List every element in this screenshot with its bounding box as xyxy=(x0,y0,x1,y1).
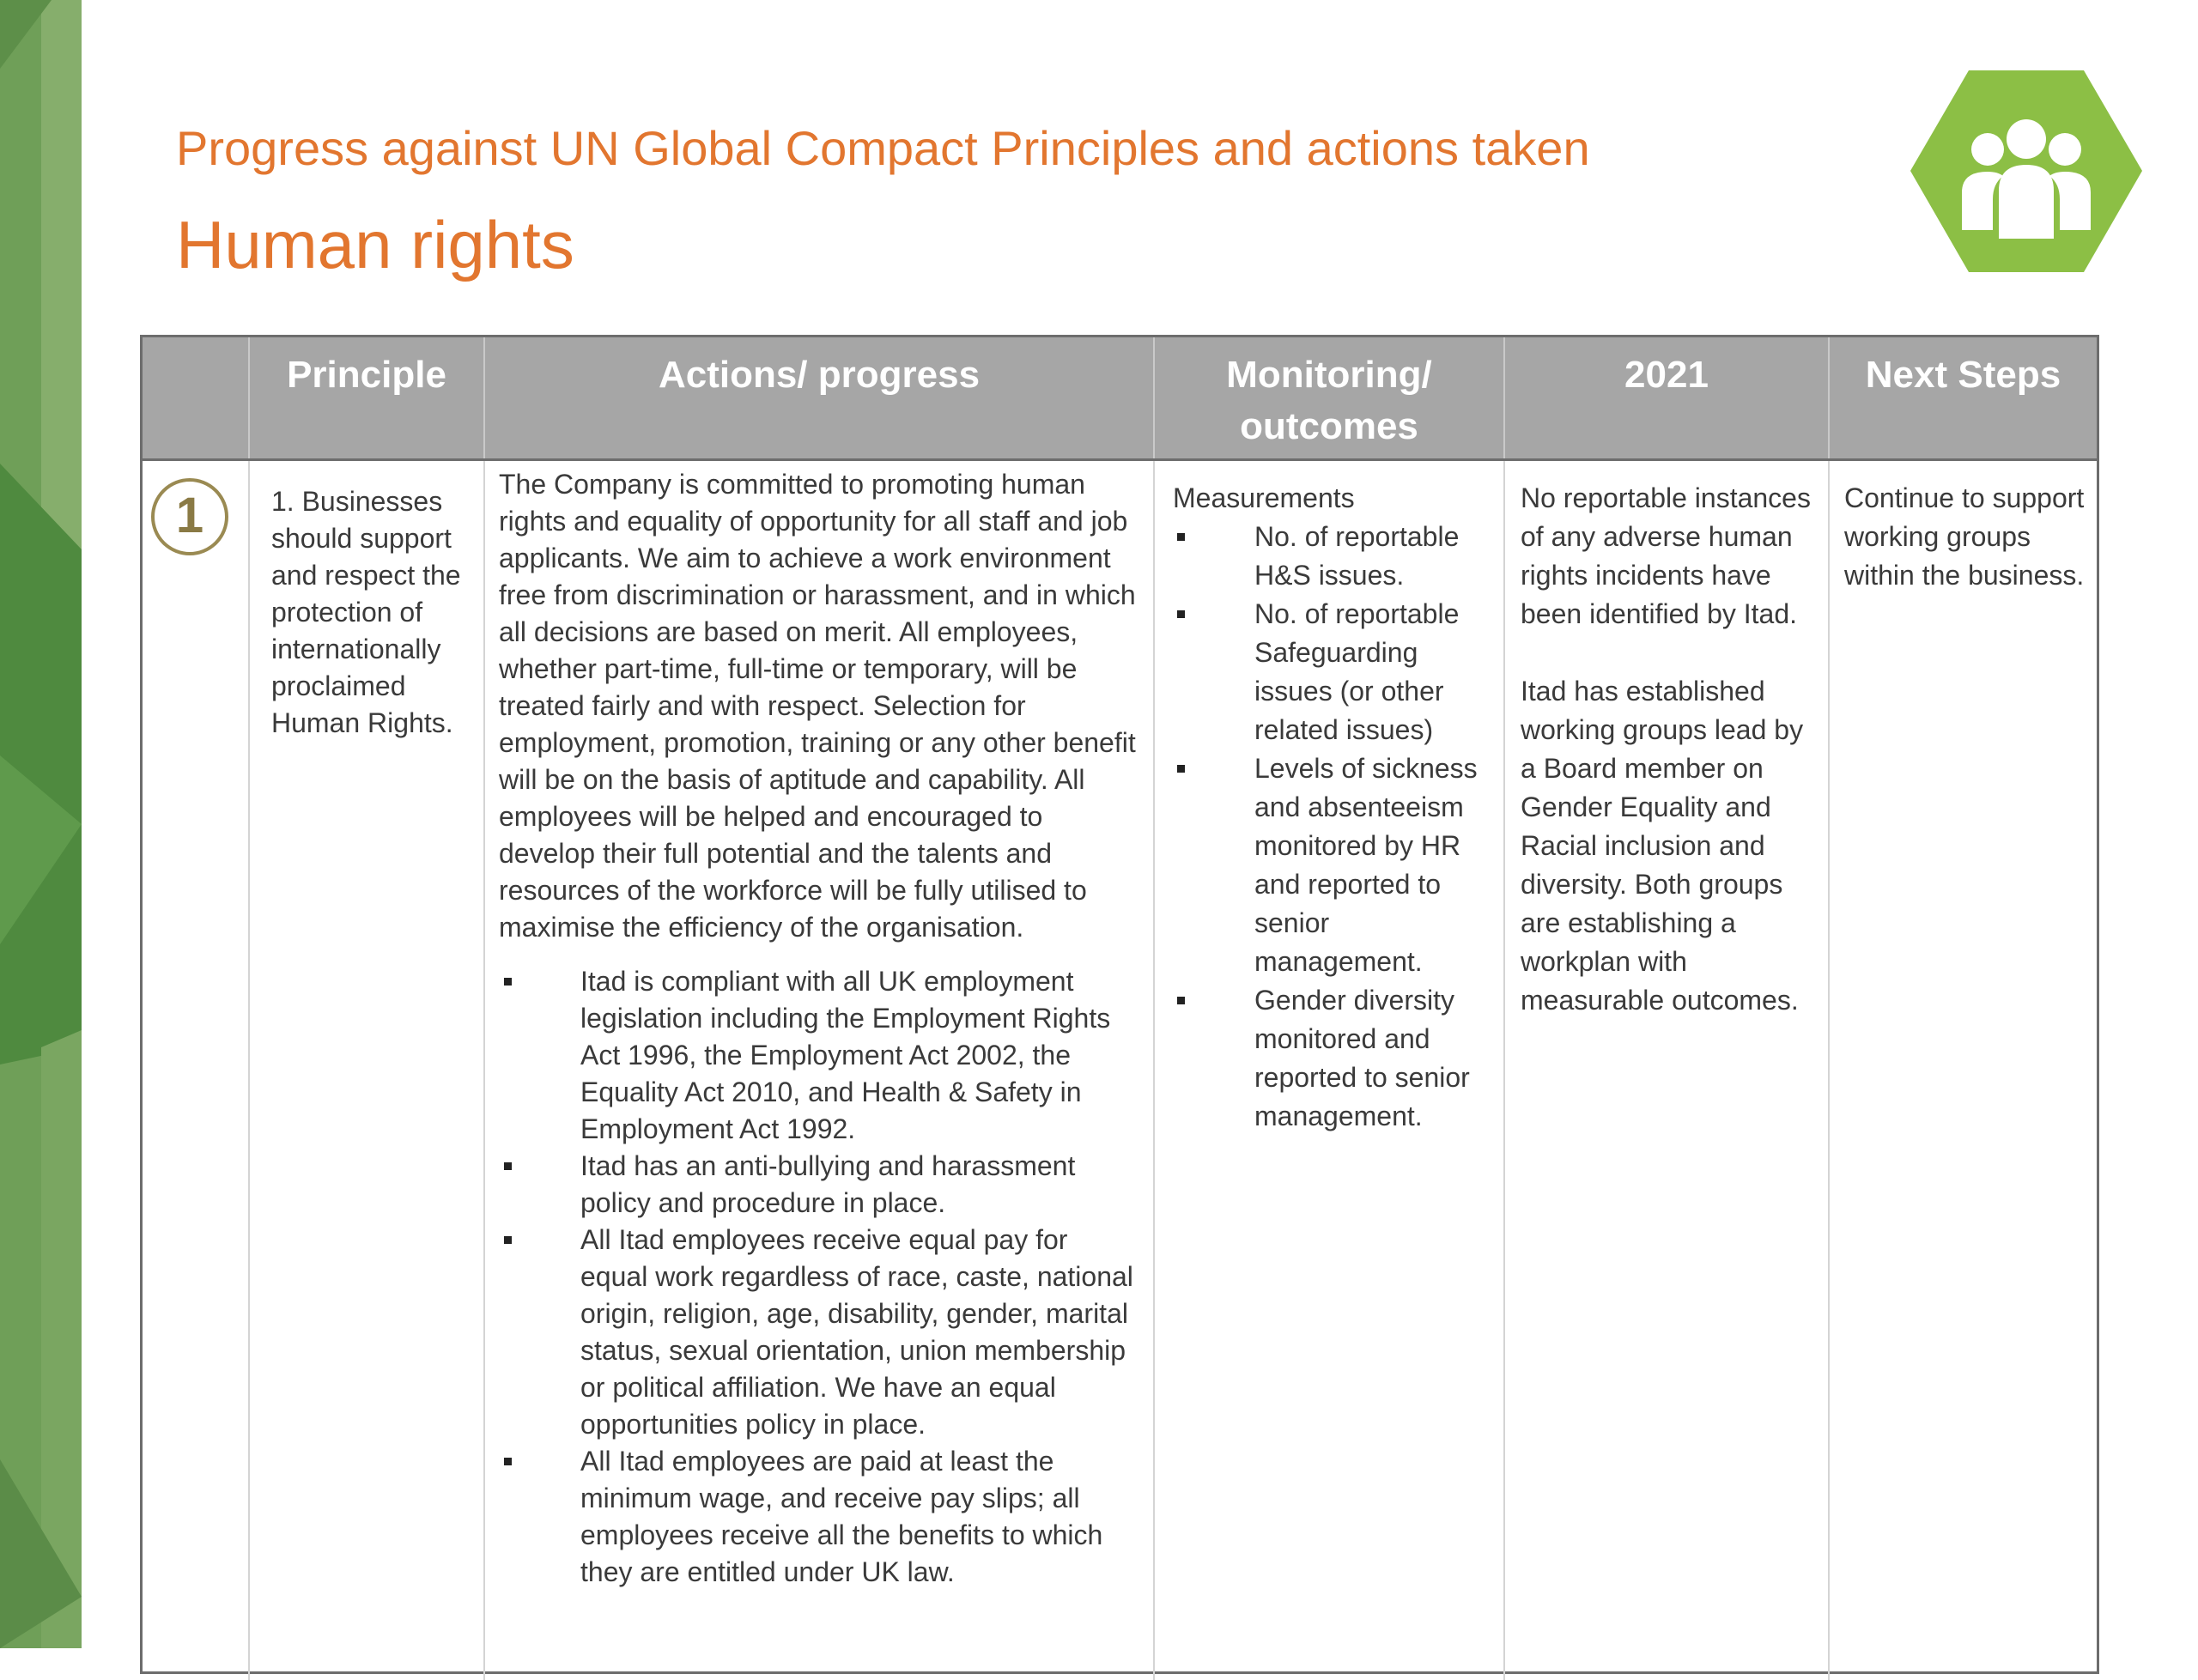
actions-bullet-list xyxy=(499,963,1138,1591)
decorative-side-band xyxy=(0,0,82,1648)
actions-intro-text: The Company is committed to promoting human rights and equality of opportunity for all staff and job applicants. We aim to achieve a work environment free from discrimination or harassment, and in which all decisions are based on merit. All employees, whether part-time, full-time or temporary, will be treated fairly and with respect. Selection for employment, promotion, training or any other benefit will be on the basis of aptitude and capability. All employees will be helped and encouraged to develop their full potential and the talents and resources of the workforce will be fully utilised to maximise the efficiency of the organisation. xyxy=(499,469,1136,943)
list-item: Itad is compliant with all UK employment legislation including the Employment Rights Act 1996, the Employment Act 2002, the Equality Act 2010, and Health & Safety in Employment Act 1992. xyxy=(499,963,1138,1148)
column-divider xyxy=(483,461,485,1680)
year-2021-cell xyxy=(1521,479,1812,1020)
page-subtitle: Progress against UN Global Compact Principles and actions taken xyxy=(176,121,1590,175)
header-actions: Actions/ progress xyxy=(483,337,1153,458)
list-item: No. of reportable Safeguarding issues (or other related issues) xyxy=(1173,595,1492,749)
list-item: All Itad employees are paid at least the minimum wage, and receive pay slips; all employees receive all the benefits to which they are entitled under UK law. xyxy=(499,1443,1138,1591)
list-item: Gender diversity monitored and reported to senior management. xyxy=(1173,981,1492,1136)
table-header-row xyxy=(143,337,2097,461)
column-divider xyxy=(1828,461,1830,1680)
people-group-icon xyxy=(1910,70,2142,272)
header-principle: Principle xyxy=(248,337,483,458)
list-item: Itad has an anti-bullying and harassment policy and procedure in place. xyxy=(499,1148,1138,1222)
monitoring-bullet-list xyxy=(1173,518,1492,1136)
page-title: Human rights xyxy=(176,207,574,282)
principle-number-badge: 1 xyxy=(151,478,228,555)
year-paragraph-2: Itad has established working groups lead by a Board member on Gender Equality and Racial inclusion and diversity. Both groups are establishing a workplan with measurable outcomes. xyxy=(1521,676,1804,1016)
year-paragraph-1: No reportable instances of any adverse human rights incidents have been identified by Itad. xyxy=(1521,482,1811,629)
list-item: All Itad employees receive equal pay for equal work regardless of race, caste, national origin, religion, age, disability, gender, marital status, sexual orientation, union membership or political affiliation. We have an equal opportunities policy in place. xyxy=(499,1222,1138,1443)
column-divider xyxy=(1153,461,1155,1680)
header-monitoring: Monitoring/ outcomes xyxy=(1153,337,1503,458)
header-next-steps: Next Steps xyxy=(1828,337,2097,458)
header-year: 2021 xyxy=(1503,337,1828,458)
monitoring-title: Measurements xyxy=(1173,482,1355,513)
column-divider xyxy=(248,461,250,1680)
header-number xyxy=(143,337,248,458)
human-rights-table xyxy=(140,335,2099,1674)
actions-progress-cell xyxy=(499,466,1138,1591)
monitoring-outcomes-cell xyxy=(1173,479,1492,1136)
list-item: Levels of sickness and absenteeism monitored by HR and reported to senior management. xyxy=(1173,749,1492,981)
principle-text: 1. Businesses should support and respect the protection of internationally proclaimed Human Rights. xyxy=(271,486,461,738)
next-steps-text: Continue to support working groups within the business. xyxy=(1844,482,2085,591)
column-divider xyxy=(1503,461,1505,1680)
list-item: No. of reportable H&S issues. xyxy=(1173,518,1492,595)
